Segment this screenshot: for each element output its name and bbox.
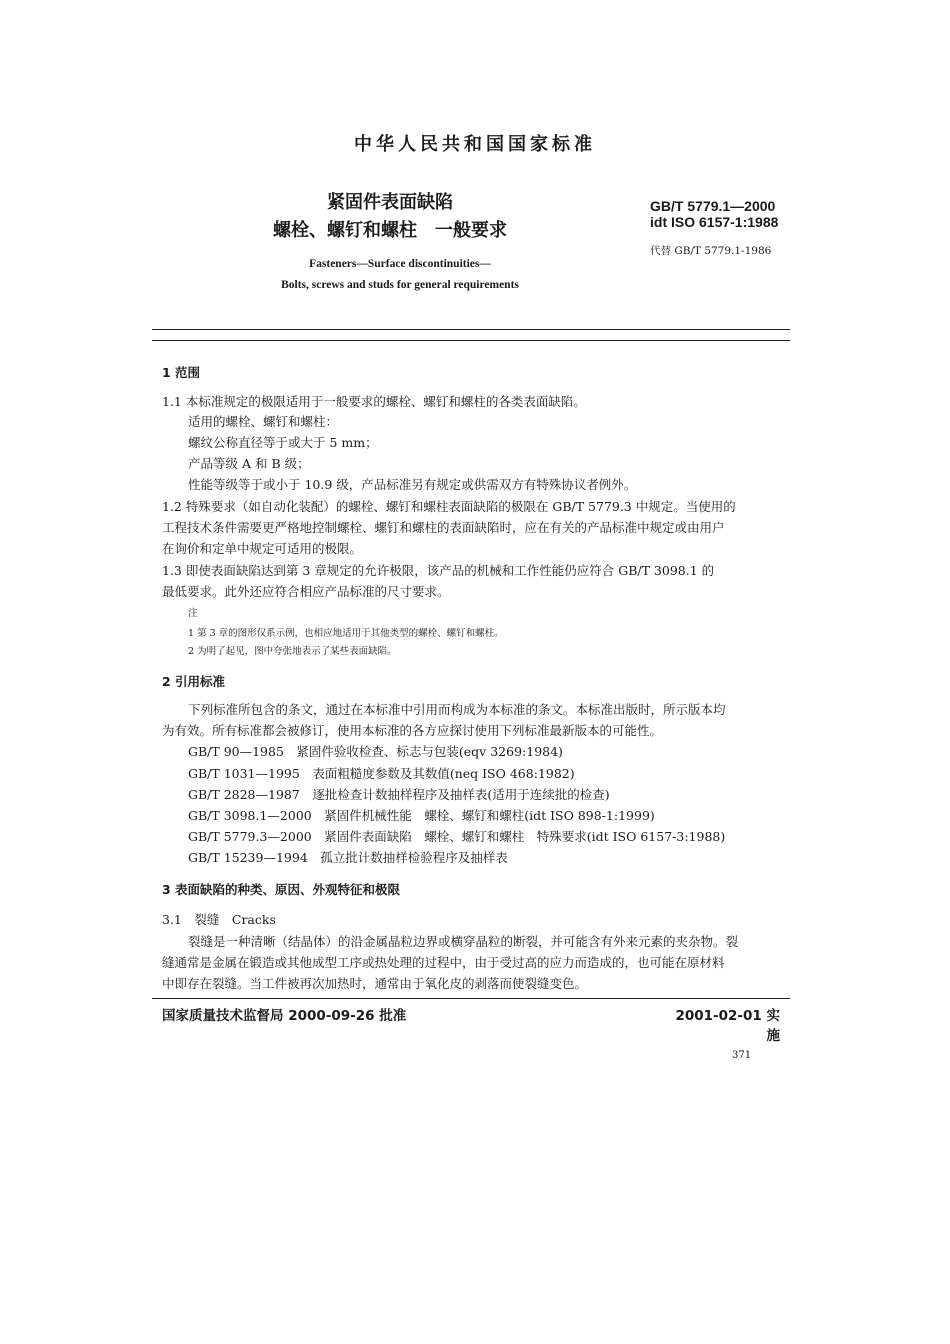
clause-1-2-line3: 在询价和定单中规定可适用的极限。 — [162, 541, 363, 556]
clause-3-1-heading: 3.1 裂缝 Cracks — [162, 912, 276, 927]
note-label: 注 — [188, 608, 198, 619]
standard-number: GB/T 5779.1—2000 — [650, 198, 776, 214]
idt-reference: idt ISO 6157-1:1988 — [650, 214, 779, 230]
clause-1-1-c: 产品等级 A 和 B 级； — [188, 456, 310, 471]
clause-3-1-line2: 缝通常是金属在锻造或其他成型工序或热处理的过程中，由于受过高的应力而造成的，也可能在原材料 — [162, 955, 725, 970]
section2-intro-line2: 为有效。所有标准都会被修订，使用本标准的各方应探讨使用下列标准最新版本的可能性。 — [162, 723, 663, 738]
title-cn-line2: 螺栓、螺钉和螺柱 一般要求 — [273, 220, 507, 241]
reference-item: GB/T 1031—1995 表面粗糙度参数及其数值(neq ISO 468:1982) — [188, 766, 575, 781]
header-rule-thin — [152, 340, 790, 341]
header-rule-thick — [152, 329, 790, 330]
reference-item: GB/T 2828—1987 逐批检查计数抽样程序及抽样表(适用于连续批的检查) — [188, 787, 610, 802]
national-standard-heading: 中华人民共和国国家标准 — [354, 134, 596, 155]
reference-item: GB/T 15239—1994 孤立批计数抽样检验程序及抽样表 — [188, 850, 508, 865]
reference-item: GB/T 5779.3—2000 紧固件表面缺陷 螺栓、螺钉和螺柱 特殊要求(idt ISO 6157-3:1988) — [188, 829, 726, 844]
reference-item: GB/T 90—1985 紧固件验收检查、标志与包装(eqv 3269:1984) — [188, 744, 563, 759]
title-en-line1: Fasteners—Surface discontinuities— — [309, 258, 491, 270]
section2-heading: 2 引用标准 — [162, 674, 226, 689]
section2-intro-line1: 下列标准所包含的条文，通过在本标准中引用而构成为本标准的条文。本标准出版时，所示版本均 — [188, 702, 726, 717]
issue-approval: 国家质量技术监督局 2000-09-26 批准 — [162, 1008, 407, 1024]
section1-heading: 1 范围 — [162, 365, 201, 380]
clause-1-1-a: 适用的螺栓、螺钉和螺柱： — [188, 414, 339, 429]
title-en-line2: Bolts, screws and studs for general requirements — [281, 279, 519, 291]
clause-1-1-d: 性能等级等于或小于 10.9 级，产品标准另有规定或供需双方有特殊协议者例外。 — [188, 477, 637, 492]
clause-1-1-b: 螺纹公称直径等于或大于 5 mm； — [188, 435, 378, 450]
section3-heading: 3 表面缺陷的种类、原因、外观特征和极限 — [162, 882, 401, 897]
note-1: 1 第 3 章的图形仅系示例，也相应地适用于其他类型的螺栓、螺钉和螺柱。 — [188, 628, 504, 639]
page-number: 371 — [732, 1050, 752, 1061]
clause-3-1-line3: 中即存在裂缝。当工件被再次加热时，通常由于氧化皮的剥落而使裂缝变色。 — [162, 976, 588, 991]
standard-number-block — [650, 198, 778, 230]
effective-date: 2001-02-01 实施 — [675, 1008, 780, 1044]
clause-1-3-line1: 1.3 即使表面缺陷达到第 3 章规定的允许极限，该产品的机械和工作性能仍应符合 GB/T 3098.1 的 — [162, 563, 715, 578]
title-cn-line1: 紧固件表面缺陷 — [327, 192, 453, 213]
clause-3-1-line1: 裂缝是一种清晰（结晶体）的沿金属晶粒边界或横穿晶粒的断裂，并可能含有外来元素的夹杂物。裂 — [188, 934, 739, 949]
replaces-standard: 代替 GB/T 5779.1-1986 — [650, 245, 772, 257]
clause-1-2-line2: 工程技术条件需要更严格地控制螺栓、螺钉和螺柱的表面缺陷时，应在有关的产品标准中规定或由用户 — [162, 520, 725, 535]
footer-rule — [152, 998, 790, 999]
clause-1-3-line2: 最低要求。此外还应符合相应产品标准的尺寸要求。 — [162, 584, 450, 599]
note-2: 2 为明了起见，图中夸张地表示了某些表面缺陷。 — [188, 646, 397, 657]
reference-item: GB/T 3098.1—2000 紧固件机械性能 螺栓、螺钉和螺柱(idt ISO 898-1:1999) — [188, 808, 655, 823]
clause-1-1: 1.1 本标准规定的极限适用于一般要求的螺栓、螺钉和螺柱的各类表面缺陷。 — [162, 394, 586, 409]
clause-1-2-line1: 1.2 特殊要求（如自动化装配）的螺栓、螺钉和螺柱表面缺陷的极限在 GB/T 5779.3 中规定。当使用的 — [162, 499, 736, 514]
